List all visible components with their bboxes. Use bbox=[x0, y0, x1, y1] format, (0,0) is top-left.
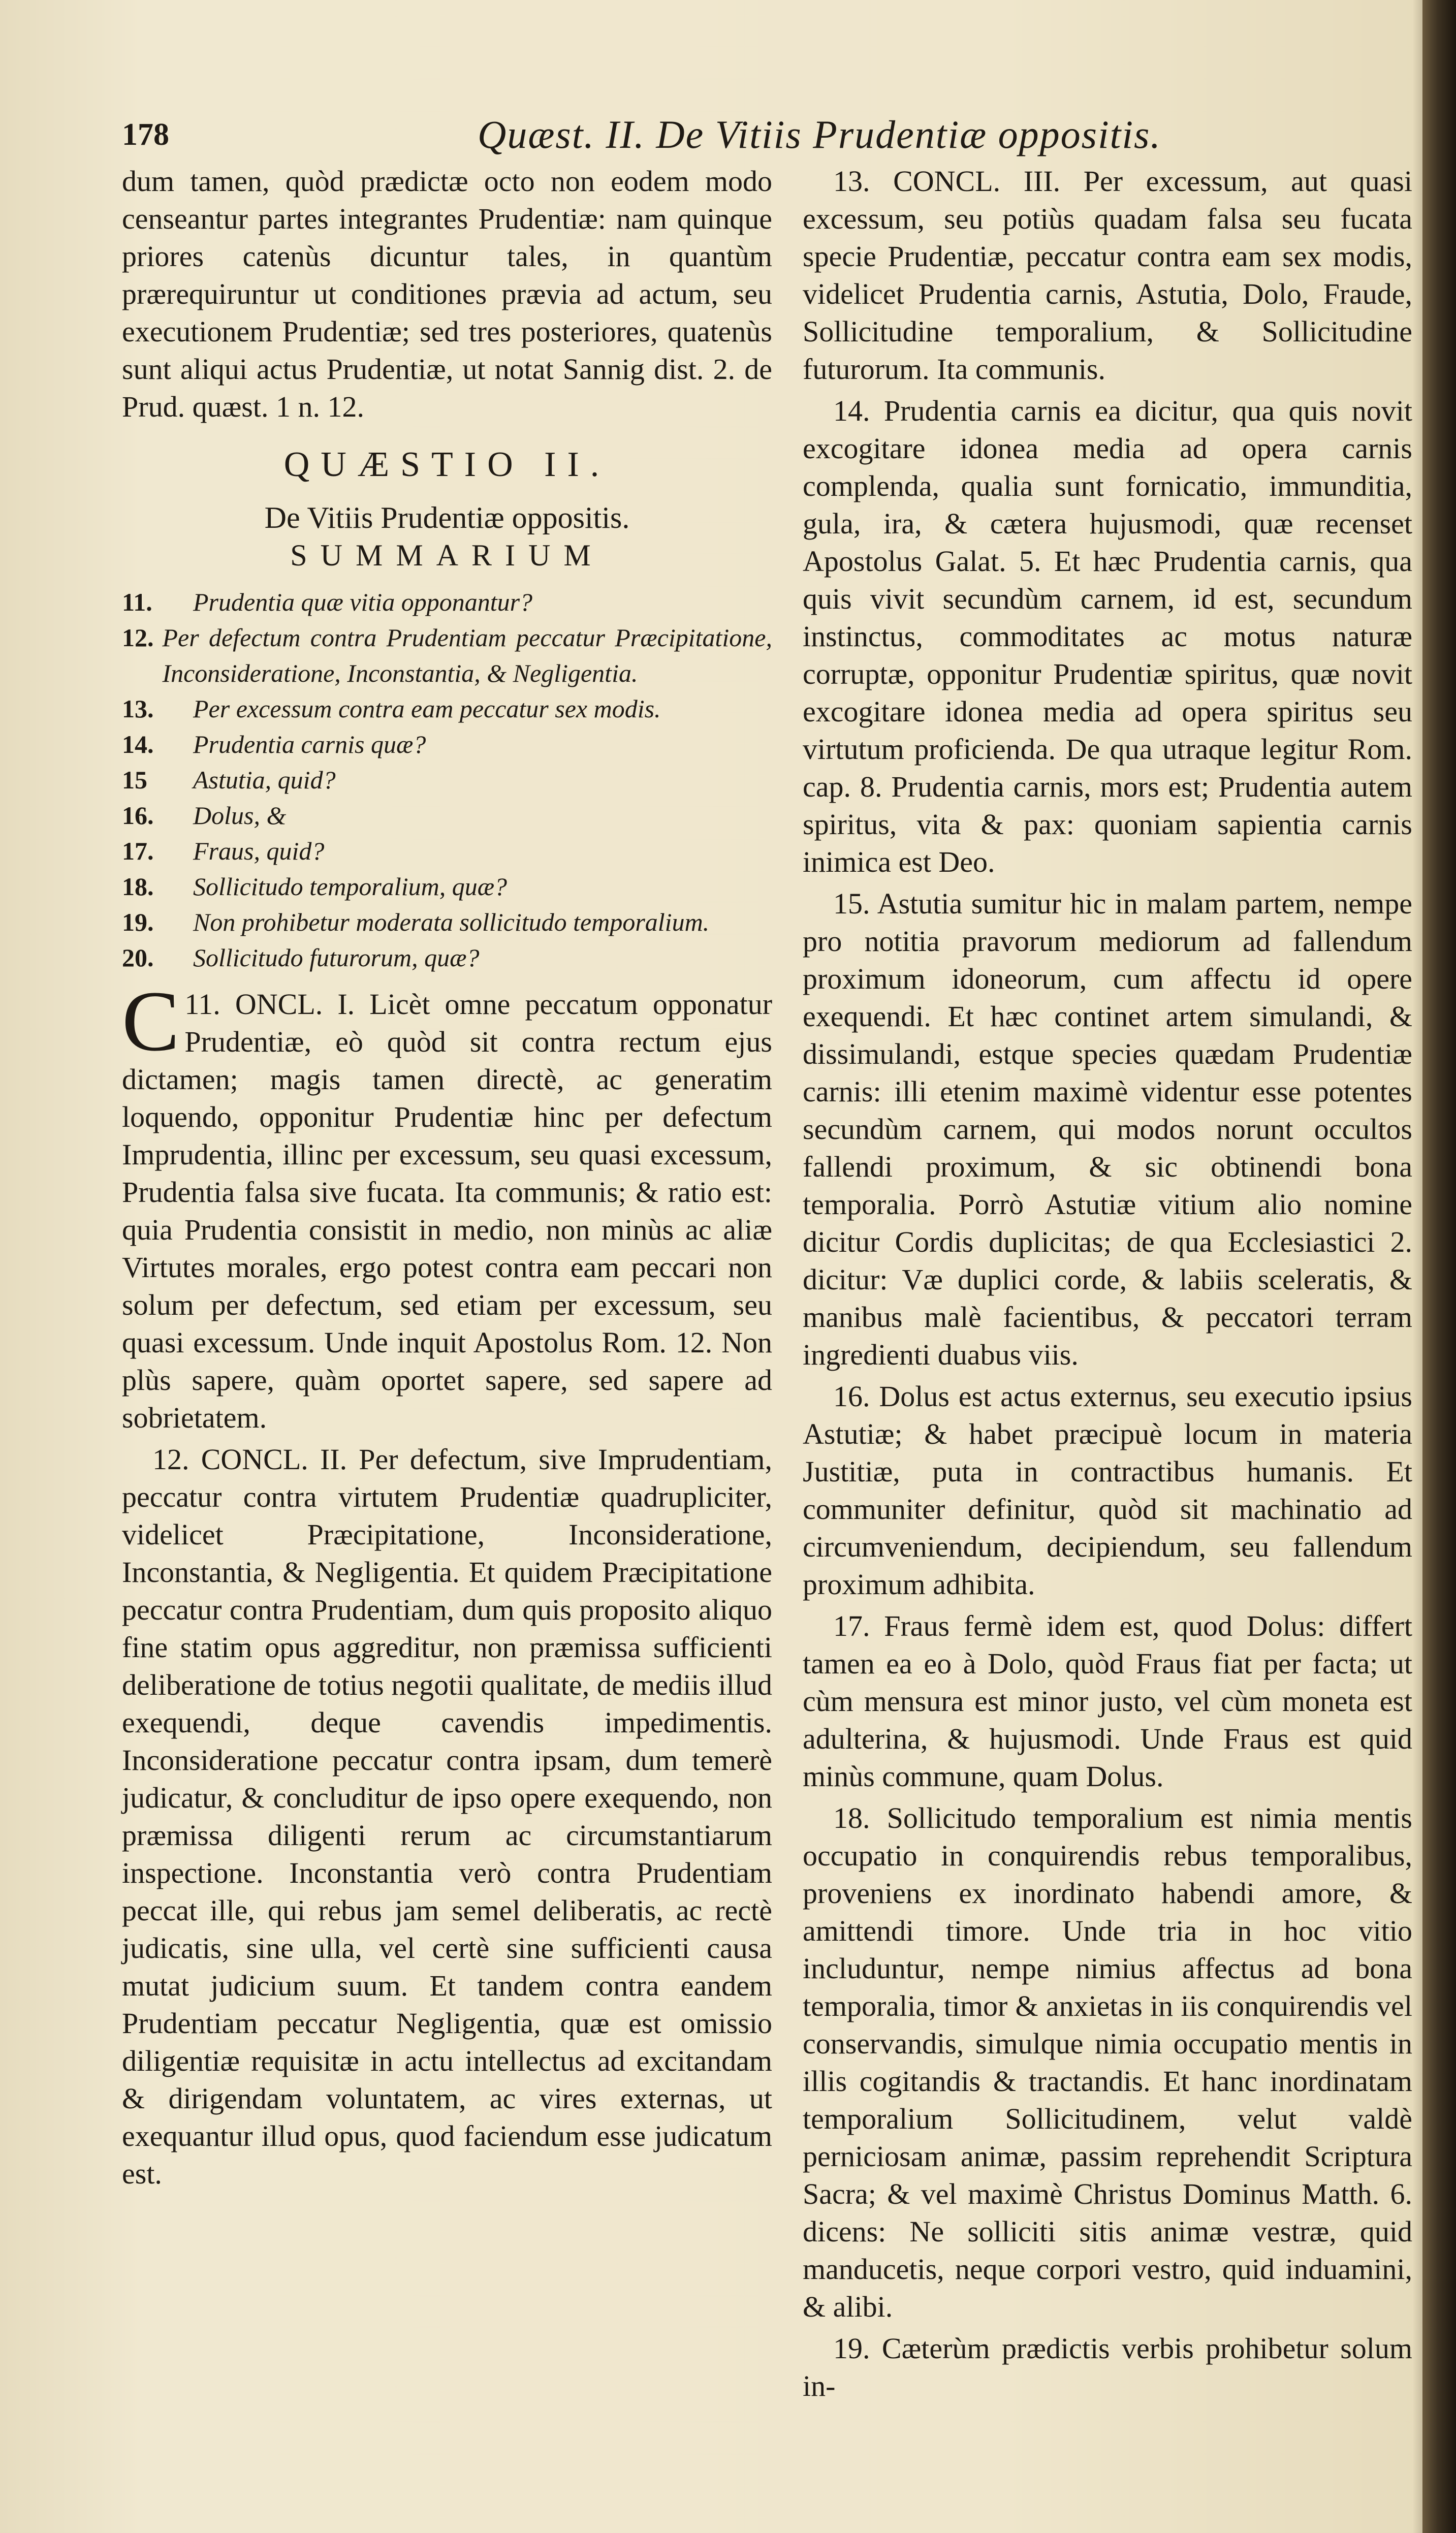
next-page-edge bbox=[1412, 0, 1422, 2533]
paragraph-16: 16. Dolus est actus externus, seu executio ipsius Astutiæ; & habet præcipuè locum in materia Justitiæ, puta in contractibus humanis. Et communiter definitur, quòd sit machinatio ad circumveniendum, decipiendum, seu fallendum proximum adhibita. bbox=[803, 1380, 1412, 1601]
intro-paragraph: dum tamen, quòd prædictæ octo non eodem modo censeantur partes integrantes Prudentiæ: nam quinque priores catenùs dicuntur tales, in quantùm prærequiruntur ut conditiones prævia ad actum, seu executionem Prudentiæ; sed tres posteriores, quatenùs sunt aliqui actus Prudentiæ, ut notat Sannig dist. 2. de Prud. quæst. 1 n. 12. bbox=[122, 165, 772, 423]
summary-item: 15 Astutia, quid? bbox=[122, 766, 336, 794]
summary-item: 12. Per defectum contra Prudentiam peccatur Præcipitatione, Inconsideratione, Inconstantia, & Negligentia. bbox=[122, 623, 772, 687]
running-head: Quæst. II. De Vitiis Prudentiæ oppositis. bbox=[478, 112, 1161, 156]
question-title: QUÆSTIO II. bbox=[283, 445, 611, 484]
book-gutter bbox=[1422, 0, 1456, 2533]
paragraph-number: 11. bbox=[184, 988, 220, 1021]
drop-cap: C bbox=[122, 973, 180, 1069]
conclusion-2: 12. CONCL. II. Per defectum, sive Imprudentiam, peccatur contra virtutem Prudentiæ quadrupliciter, videlicet Præcipitatione, Inconsideratione, Inconstantia, & Negligentia. Et quidem Præcipitatione peccatur contra Prudentiam, dum quis proposito aliquo fine statim opus aggreditur, non præmissa sufficienti deliberatione de totius negotii qualitate, de mediis illud exequendi, deque cavendis impedimentis. Inconsideratione peccatur contra ipsam, dum temerè judicatur, & concluditur de ipso opere exequendo, non præmissa diligenti rerum ac circumstantiarum inspectione. Inconstantia verò contra Prudentiam peccat ille, qui rebus jam semel deliberatis, ac rectè judicatis, sine ulla, vel certè sine sufficienti causa mutat judicium suum. Et tandem contra eandem Prudentiam peccatur Negligentia, quæ est omissio diligentiæ requisitæ in actu intellectus ad excitandam & dirigendam voluntatem, ac vires externas, ut exequantur illud opus, quod faciendum esse judicatum est. bbox=[122, 1443, 772, 2190]
paragraph-17: 17. Fraus fermè idem est, quod Dolus: differt tamen ea eo à Dolo, quòd Fraus fiat per facta; ut cùm mensura est minor justo, vel cùm moneta est adulterina, & hujusmodi. Unde Fraus est quid minùs commune, quam Dolus. bbox=[803, 1609, 1412, 1793]
page-number: 178 bbox=[122, 117, 169, 152]
summary-item: 14. Prudentia carnis quæ? bbox=[122, 730, 426, 758]
summary-item: 16. Dolus, & bbox=[122, 801, 287, 830]
summary-item: 11. Prudentia quæ vitia opponantur? bbox=[122, 588, 533, 616]
left-column bbox=[122, 163, 772, 2197]
page-header bbox=[122, 107, 1392, 163]
summary-item: 20. Sollicitudo futurorum, quæ? bbox=[122, 943, 480, 972]
summary-item: 18. Sollicitudo temporalium, quæ? bbox=[122, 872, 508, 901]
question-subtitle: De Vitiis Prudentiæ oppositis. bbox=[264, 501, 630, 534]
summary-item: 13. Per excessum contra eam peccatur sex modis. bbox=[122, 694, 661, 723]
paragraph-15: 15. Astutia sumitur hic in malam partem, nempe pro notitia pravorum mediorum ad fallendum proximum idoneorum, cum affectu id opere exequendi. Et hæc continet artem simulandi, & dissimulandi, estque species quædam Prudentiæ carnis: illi etenim maximè videntur esse potentes secundùm carnem, qui modos norunt occultos fallendi proximum, & sic obtinendi bona temporalia. Porrò Astutiæ vitium alio nomine dicitur Cordis duplicitas; de qua Ecclesiastici 2. dicitur: Væ duplici corde, & labiis sceleratis, & manibus malè facientibus, & peccatori terram ingredienti duabus viis. bbox=[803, 887, 1412, 1371]
conclusion-1-text: ONCL. I. Licèt omne peccatum opponatur Prudentiæ, eò quòd sit contra rectum ejus dictamen; magis tamen directè, ac generatim loquendo, opponitur Prudentiæ hinc per defectum Imprudentia, illinc per excessum, seu quasi excessum, Prudentia falsa sive fucata. Ita communis; & ratio est: quia Prudentia consistit in medio, non minùs ac aliæ Virtutes morales, ergo potest contra eam peccari non solum per defectum, sed etiam per excessum, seu quasi excessum. Unde inquit Apostolus Rom. 12. Non plùs sapere, quàm oportet sapere, sed sapere ad sobrietatem. bbox=[122, 988, 773, 1434]
paragraph-13: 13. CONCL. III. Per excessum, aut quasi excessum, seu potiùs quadam falsa seu fucata specie Prudentiæ, peccatur contra eam sex modis, videlicet Prudentia carnis, Astutia, Dolo, Fraude, Sollicitudine temporalium, & Sollicitudine futurorum. Ita communis. bbox=[803, 165, 1412, 386]
summary-list bbox=[122, 584, 772, 975]
paragraph-19: 19. Cæterùm prædictis verbis prohibetur solum in- bbox=[803, 2332, 1412, 2402]
summary-item: 19. Non prohibetur moderata sollicitudo temporalium. bbox=[122, 908, 710, 936]
paragraph-18: 18. Sollicitudo temporalium est nimia mentis occupatio in conquirendis rebus temporalibus, proveniens ex inordinato habendi amore, & amittendi timore. Unde tria in hoc vitio includuntur, nempe nimius affectus ad bona temporalia, timor & anxietas in iis conquirendis vel conservandis, simulque nimia occupatio mentis in illis cogitandis & tractandis. Et hanc inordinatam temporalium Sollicitudinem, velut valdè perniciosam animæ, passim reprehendit Scriptura Sacra; & vel maximè Christus Dominus Matth. 6. dicens: Ne solliciti sitis animæ vestræ, quid manducetis, neque corpori vestro, quid induamini, & alibi. bbox=[803, 1801, 1412, 2323]
right-column bbox=[803, 163, 1412, 2409]
conclusion-1 bbox=[122, 973, 773, 1437]
paragraph-14: 14. Prudentia carnis ea dicitur, qua quis novit excogitare idonea media ad opera carnis complenda, qualia sunt fornicatio, immunditia, gula, ira, & cætera hujusmodi, quæ recenset Apostolus Galat. 5. Et hæc Prudentia carnis, qua quis vivit secundùm carnem, id est, secundum instinctus, commoditates ac motus naturæ corruptæ, opponitur Prudentiæ spiritus, quæ novit excogitare idonea media ad opera spiritus seu virtutum proficienda. De qua utraque legitur Rom. cap. 8. Prudentia carnis, mors est; Prudentia autem spiritus, vita & pax: quoniam sapientia carnis inimica est Deo. bbox=[803, 394, 1412, 878]
summary-title: SUMMARIUM bbox=[290, 539, 604, 572]
summary-item: 17. Fraus, quid? bbox=[122, 837, 325, 865]
